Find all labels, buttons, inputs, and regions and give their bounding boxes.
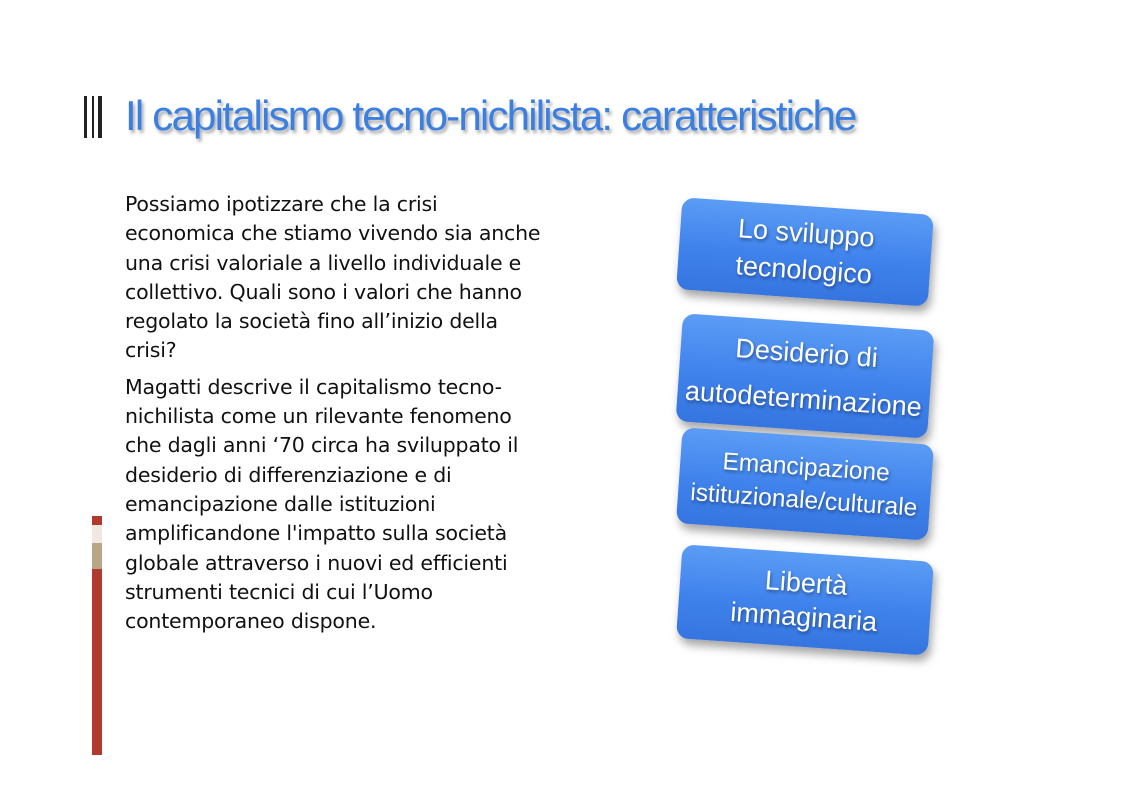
- box-2-line-1: Desiderio di: [734, 333, 879, 373]
- box-sviluppo-tecnologico: [676, 197, 934, 306]
- box-3-line-2: istituzionale/culturale: [689, 479, 919, 522]
- box-4-line-1: Libertà immaginaria: [729, 565, 879, 638]
- box-autodeterminazione: [676, 313, 935, 438]
- body-text: [125, 190, 545, 643]
- side-decoration-bar: [92, 516, 102, 755]
- box-1-line-1: Lo sviluppo: [737, 213, 876, 253]
- box-3-line-1: Emancipazione: [721, 448, 891, 487]
- box-emancipazione: [676, 427, 934, 540]
- box-1-line-2: tecnologico: [734, 250, 873, 290]
- paragraph-2: Magatti descrive il capitalismo tecno-nichilista come un rilevante fenomeno che dagli anni ‘70 circa ha sviluppato il desiderio di differenziazione e di emancipazione dalle istituzioni amplificandone l'impatto sulla società globale attraverso i nuovi ed efficienti strumenti tecnici di cui l’Uomo contemporaneo dispone.: [125, 374, 519, 634]
- box-2-line-2: autodeterminazione: [684, 375, 923, 423]
- slide-title: Il capitalismo tecno-nichilista: caratteristiche: [125, 92, 856, 139]
- title-decoration-bars: [84, 96, 106, 138]
- box-liberta-immaginaria: [676, 544, 934, 655]
- paragraph-1: Possiamo ipotizzare che la crisi economica che stiamo vivendo sia anche una crisi valoriale a livello individuale e collettivo. Quali sono i valori che hanno regolato la società fino all’inizio della crisi?: [125, 192, 541, 363]
